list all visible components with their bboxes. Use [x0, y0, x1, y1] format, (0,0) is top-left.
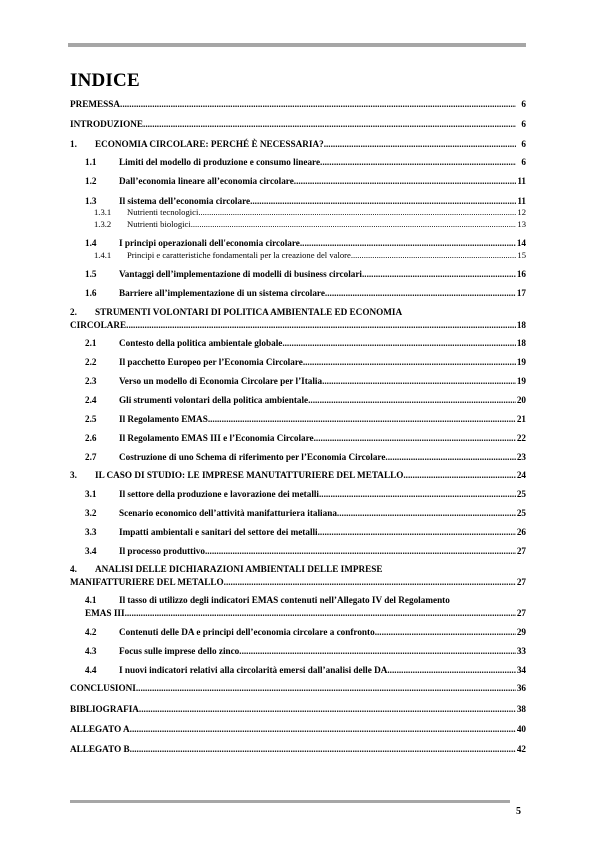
toc-page: 25 [516, 489, 526, 499]
toc-entry-chapter-4-cont[interactable] [70, 576, 526, 589]
toc-page: 36 [516, 683, 526, 693]
toc-number: 4. [70, 564, 77, 574]
toc-page: 17 [516, 288, 526, 298]
toc-page: 6 [521, 119, 526, 129]
toc-page: 26 [516, 527, 526, 537]
toc-label: ALLEGATO B [70, 744, 130, 754]
toc-entry-conclusioni[interactable] [70, 682, 526, 695]
toc-entry-2-3[interactable] [70, 375, 526, 388]
toc-page: 27 [516, 577, 526, 587]
toc-page: 22 [516, 433, 526, 443]
toc-number: 1.6 [85, 288, 97, 298]
toc-entry-1-3-2[interactable] [70, 218, 526, 231]
toc-page: 12 [517, 207, 526, 217]
toc-entry-4-3[interactable] [70, 645, 526, 658]
toc-number: 4.3 [85, 646, 97, 656]
toc-label: Il pacchetto Europeo per l’Economia Circolare [119, 357, 303, 367]
toc-number: 3.1 [85, 489, 97, 499]
toc-label: Il Regolamento EMAS III e l’Economia Circolare [119, 433, 314, 443]
toc-entry-2-7[interactable] [70, 451, 526, 464]
toc-number: 2.2 [85, 357, 97, 367]
toc-label: Costruzione di uno Schema di riferimento per l’Economia Circolare [119, 452, 386, 462]
toc-label: ECONOMIA CIRCOLARE: PERCHÉ È NECESSARIA? [95, 139, 324, 149]
toc-entry-premessa[interactable] [70, 98, 526, 111]
toc-label: Barriere all’implementazione di un sistema circolare [119, 288, 325, 298]
toc-number: 3.4 [85, 546, 97, 556]
toc-label: Contesto della politica ambientale globale [119, 338, 283, 348]
toc-label-line2: EMAS III [85, 608, 125, 618]
toc-page: 13 [517, 219, 526, 229]
toc-number: 4.4 [85, 665, 97, 675]
toc-number: 1. [70, 139, 77, 149]
toc-page: 15 [517, 250, 526, 260]
toc-label: Vantaggi dell’implementazione di modelli di business circolari [119, 269, 362, 279]
toc-number: 1.3.2 [94, 219, 112, 229]
toc-number: 2.7 [85, 452, 97, 462]
toc-number: 2.4 [85, 395, 97, 405]
toc-entry-2-4[interactable] [70, 394, 526, 407]
toc-number: 3. [70, 470, 77, 480]
toc-label: PREMESSA [70, 99, 121, 109]
toc-page: 27 [516, 546, 526, 556]
toc-entry-3-1[interactable] [70, 488, 526, 501]
toc-label: Il settore della produzione e lavorazione dei metalli [119, 489, 319, 499]
toc-label: Contenuti delle DA e principi dell’economia circolare a confronto [119, 627, 375, 637]
toc-page: 24 [516, 470, 526, 480]
toc-entry-chapter-1[interactable] [70, 138, 526, 151]
toc-page: 14 [516, 238, 526, 248]
toc-number: 4.2 [85, 627, 97, 637]
toc-entry-4-1-cont[interactable] [70, 607, 526, 620]
toc-label: Focus sulle imprese dello zinco [119, 646, 240, 656]
toc-entry-3-3[interactable] [70, 526, 526, 539]
toc-label: Verso un modello di Economia Circolare per l’Italia [119, 376, 323, 386]
toc-entry-4-4[interactable] [70, 664, 526, 677]
toc-page: 23 [516, 452, 526, 462]
toc-page: 18 [516, 338, 526, 348]
toc-entry-2-6[interactable] [70, 432, 526, 445]
toc-label: CONCLUSIONI [70, 683, 136, 693]
toc-page: 6 [521, 139, 526, 149]
toc-number: 2.1 [85, 338, 97, 348]
toc-label: Gli strumenti volontari della politica ambientale [119, 395, 309, 405]
toc-entry-3-2[interactable] [70, 507, 526, 520]
toc-page: 6 [521, 99, 526, 109]
toc-entry-2-1[interactable] [70, 337, 526, 350]
toc-label: Principi e caratteristiche fondamentali per la creazione del valore [127, 250, 351, 260]
toc-number: 2.3 [85, 376, 97, 386]
toc-page: 20 [516, 395, 526, 405]
toc-number: 1.4.1 [94, 250, 112, 260]
toc-number: 2.5 [85, 414, 97, 424]
footer-rule [70, 800, 510, 803]
toc-page: 34 [516, 665, 526, 675]
toc-label: Scenario economico dell’attività manifatturiera italiana [119, 508, 337, 518]
toc-label: Limiti del modello di produzione e consumo lineare [119, 157, 321, 167]
toc-label: Dall’economia lineare all’economia circolare [119, 176, 294, 186]
toc-entry-1-2[interactable] [70, 175, 526, 188]
toc-page: 19 [516, 357, 526, 367]
toc-entry-1-5[interactable] [70, 268, 526, 281]
toc-label-line1: Il tasso di utilizzo degli indicatori EMAS contenuti nell’Allegato IV del Regolamento [119, 595, 450, 605]
toc-label-line2: MANIFATTURIERE DEL METALLO [70, 577, 224, 587]
toc-number: 1.3 [85, 196, 97, 206]
toc-label: BIBLIOGRAFIA [70, 704, 139, 714]
toc-page: 19 [516, 376, 526, 386]
toc-entry-4-1[interactable] [70, 594, 526, 607]
header-rule [68, 43, 526, 47]
toc-entry-introduzione[interactable] [70, 118, 526, 131]
toc-number: 1.1 [85, 157, 97, 167]
toc-label-line1: ANALISI DELLE DICHIARAZIONI AMBIENTALI DELLE IMPRESE [95, 564, 383, 574]
toc-entry-3-4[interactable] [70, 545, 526, 558]
toc-page: 33 [516, 646, 526, 656]
toc-number: 1.2 [85, 176, 97, 186]
toc-label: IL CASO DI STUDIO: LE IMPRESE MANUTATTURIERE DEL METALLO [95, 470, 404, 480]
toc-entry-bibliografia[interactable] [70, 703, 526, 716]
toc-entry-2-2[interactable] [70, 356, 526, 369]
toc-entry-chapter-2-cont[interactable] [70, 319, 526, 332]
toc-entry-1-1[interactable] [70, 156, 526, 169]
toc-label-line1: STRUMENTI VOLONTARI DI POLITICA AMBIENTALE ED ECONOMIA [95, 307, 403, 317]
toc-page: 11 [517, 196, 526, 206]
toc-page: 40 [516, 724, 526, 734]
toc-number: 3.3 [85, 527, 97, 537]
toc-entry-1-4-1[interactable] [70, 249, 526, 262]
toc-label: ALLEGATO A [70, 724, 130, 734]
toc-page: 6 [521, 157, 526, 167]
toc-number: 1.4 [85, 238, 97, 248]
toc-number: 3.2 [85, 508, 97, 518]
page-title: INDICE [70, 70, 140, 91]
toc-page: 25 [516, 508, 526, 518]
toc-label: Il processo produttivo [119, 546, 205, 556]
toc-entry-allegato-b[interactable] [70, 743, 526, 756]
toc-number: 2.6 [85, 433, 97, 443]
toc-label: Il Regolamento EMAS [119, 414, 208, 424]
toc-entry-allegato-a[interactable] [70, 723, 526, 736]
toc-entry-chapter-4[interactable] [70, 563, 526, 576]
toc-page: 29 [516, 627, 526, 637]
toc-number: 4.1 [85, 595, 97, 605]
toc-number: 2. [70, 307, 77, 317]
toc-label: I nuovi indicatori relativi alla circolarità emersi dall’analisi delle DA [119, 665, 388, 675]
toc-entry-1-6[interactable] [70, 287, 526, 300]
toc-page: 42 [516, 744, 526, 754]
toc-number: 1.3.1 [94, 207, 112, 217]
toc-entry-chapter-3[interactable] [70, 469, 526, 482]
toc-page: 27 [516, 608, 526, 618]
toc-page: 16 [516, 269, 526, 279]
toc-page: 21 [516, 414, 526, 424]
page-number: 5 [516, 806, 521, 817]
toc-page: 38 [516, 704, 526, 714]
toc-entry-2-5[interactable] [70, 413, 526, 426]
toc-page: 18 [516, 320, 526, 330]
toc-number: 1.5 [85, 269, 97, 279]
toc-label: Impatti ambientali e sanitari del settore dei metalli [119, 527, 318, 537]
toc-label: INTRODUZIONE [70, 119, 144, 129]
toc-label: I principi operazionali dell'economia circolare [119, 238, 300, 248]
toc-label: Il sistema dell’economia circolare [119, 196, 251, 206]
toc-entry-chapter-2[interactable] [70, 306, 526, 319]
toc-label-line2: CIRCOLARE [70, 320, 127, 330]
toc-entry-4-2[interactable] [70, 626, 526, 639]
toc-label: Nutrienti tecnologici [127, 207, 199, 217]
toc-label: Nutrienti biologici [127, 219, 191, 229]
toc-page: 11 [517, 176, 526, 186]
